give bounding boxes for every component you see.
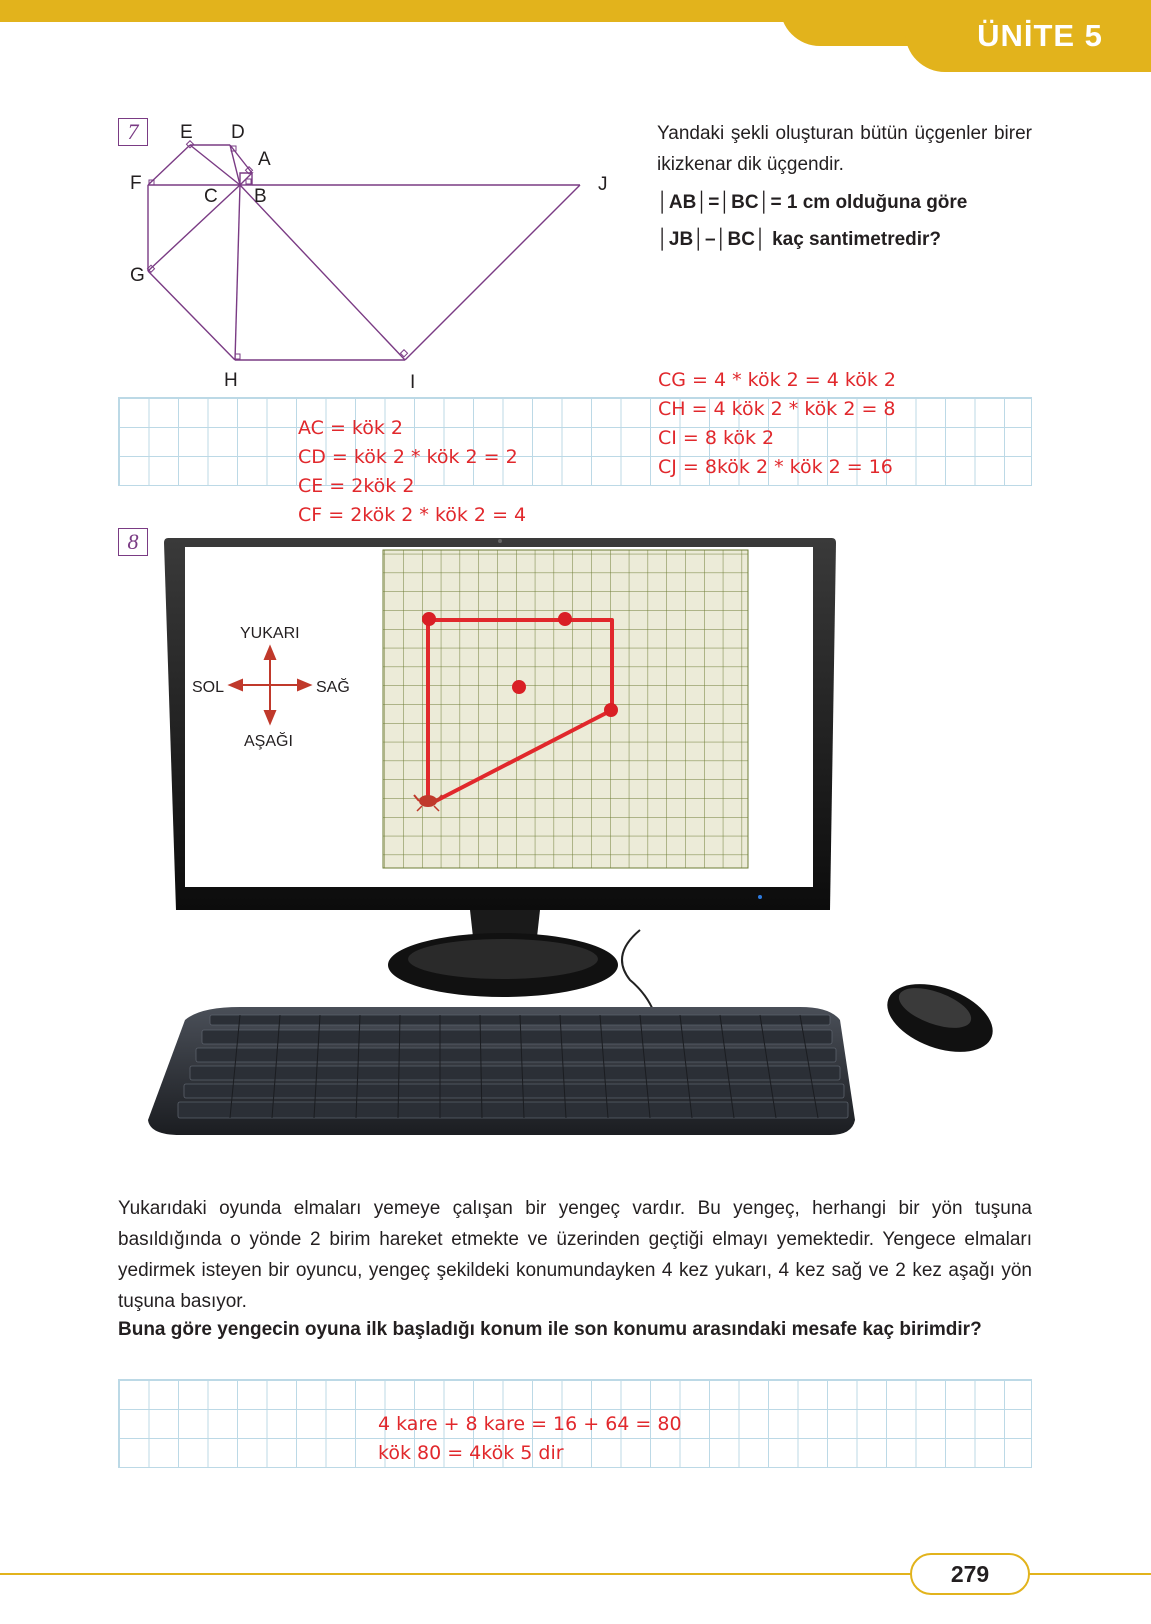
apple-icon	[558, 612, 572, 626]
direction-left-label: SOL	[192, 679, 225, 696]
work-line: kök 80 = 4kök 5 dir	[378, 1442, 564, 1464]
point-label-h: H	[224, 370, 238, 391]
q7-given: │AB│=│BC│= 1 cm olduğuna göre	[657, 192, 968, 213]
apple-icon	[604, 703, 618, 717]
q7-work-right	[658, 366, 896, 482]
q8-work	[378, 1410, 682, 1468]
q8-paragraph: Yukarıdaki oyunda elmaları yemeye çalışan bir yengeç vardır. Bu yengeç, herhangi bir yön tuşuna basıldığında o yönde 2 birim hareket etmekte ve üzerinden geçtiği elmayı yemektedir. Yengece elmaları yedirmek isteyen bir oyuncu, yengeç şekildeki konumundayken 4 kez yukarı, 4 kez sağ ve 2 kez aşağı yön tuşuna basıyor.	[118, 1198, 1032, 1312]
apple-icon	[422, 612, 436, 626]
work-line: CI = 8 kök 2	[658, 427, 775, 449]
question-8-number: 8	[118, 528, 148, 556]
question-7-number: 7	[118, 118, 148, 146]
point-labels	[130, 122, 608, 393]
direction-right-label: SAĞ	[316, 679, 350, 696]
point-label-f: F	[130, 173, 142, 194]
work-line: CD = kök 2 * kök 2 = 2	[298, 446, 518, 468]
work-line: 4 kare + 8 kare = 16 + 64 = 80	[378, 1413, 682, 1435]
computer-illustration	[140, 535, 1040, 1180]
point-label-a: A	[258, 149, 271, 170]
apple-icon	[512, 680, 526, 694]
work-line: CJ = 8kök 2 * kök 2 = 16	[658, 456, 893, 478]
point-label-e: E	[180, 122, 193, 143]
point-label-g: G	[130, 265, 145, 286]
point-label-i: I	[410, 372, 416, 393]
work-line: AC = kök 2	[298, 417, 404, 439]
point-label-b: B	[254, 186, 267, 207]
q7-work-left	[298, 414, 526, 530]
point-label-d: D	[231, 122, 245, 143]
work-line: CH = 4 kök 2 * kök 2 = 8	[658, 398, 896, 420]
work-line: CE = 2kök 2	[298, 475, 415, 497]
page-number: 279	[950, 1561, 990, 1587]
unit-title: ÜNİTE 5	[977, 18, 1103, 53]
work-line: CF = 2kök 2 * kök 2 = 4	[298, 504, 527, 526]
power-led-icon	[758, 895, 762, 899]
q7-geometry-figure	[118, 118, 618, 398]
work-line: CG = 4 * kök 2 = 4 kök 2	[658, 369, 896, 391]
q8-question: Buna göre yengecin oyuna ilk başladığı konum ile son konumu arasındaki mesafe kaç birimdir?	[118, 1319, 982, 1340]
figure-lines	[148, 145, 580, 360]
q7-question: │JB│–│BC│ kaç santimetredir?	[657, 229, 942, 250]
direction-up-label: YUKARI	[240, 625, 300, 642]
point-label-j: J	[598, 174, 608, 195]
direction-down-label: AŞAĞI	[244, 733, 293, 750]
right-angle-marks	[147, 141, 407, 359]
game-grid	[383, 550, 748, 868]
q7-statement: Yandaki şekli oluşturan bütün üçgenler birer ikizkenar dik üçgendir.	[657, 123, 1032, 175]
point-label-c: C	[204, 186, 218, 207]
